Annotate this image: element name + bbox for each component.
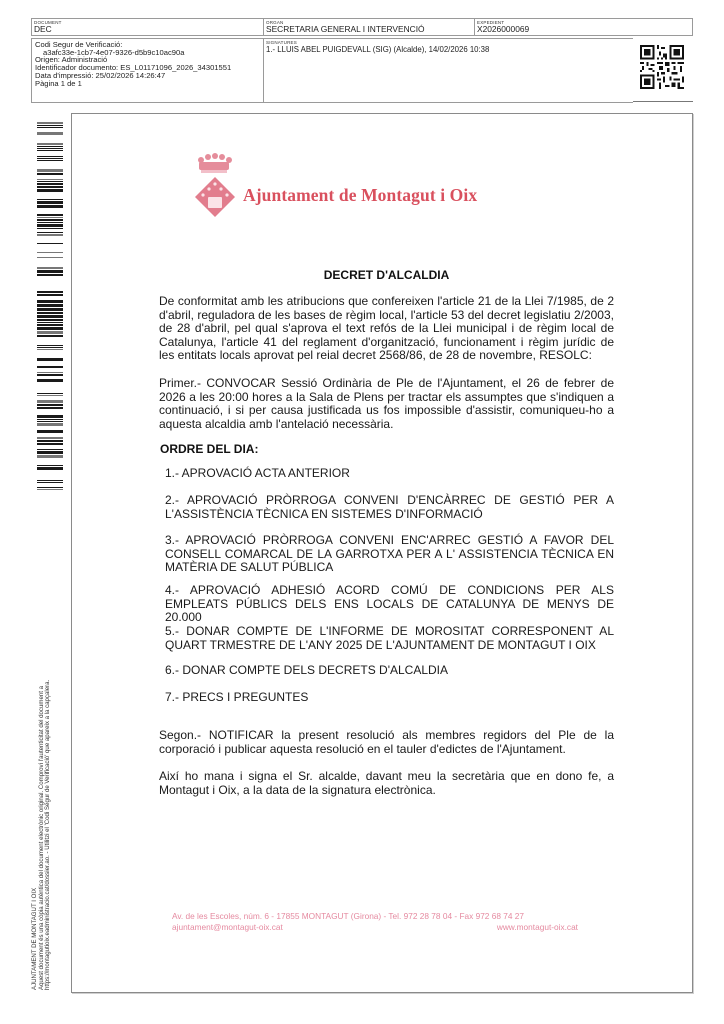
barcode-bar	[37, 189, 63, 192]
decree-closing: Així ho mana i signa el Sr. alcalde, davant meu la secretària que en dono fe, a Montagut i Oix, a la data de la signatura electrònica.	[159, 769, 614, 797]
barcode-bar	[37, 349, 63, 350]
barcode-bar	[37, 127, 63, 128]
barcode-bar	[37, 308, 63, 311]
barcode-bar	[37, 327, 63, 330]
side-note-line-2: Aquest document és una còpia autèntica del document electrònic original. Comprovi l'autenticitat del document a	[37, 686, 45, 990]
organization-name: Ajuntament de Montagut i Oix	[243, 185, 478, 205]
qr-code-icon	[640, 44, 684, 90]
page-number-text: Pàgina 1 de 1	[35, 78, 82, 88]
barcode-bar	[37, 455, 63, 458]
barcode-bar	[37, 415, 63, 418]
barcode-bar	[37, 294, 63, 296]
agenda-item-1: 1.- APROVACIÓ ACTA ANTERIOR	[165, 466, 350, 480]
barcode-bar	[37, 335, 63, 337]
agenda-item-6: 6.- DONAR COMPTE DELS DECRETS D'ALCALDIA	[165, 663, 449, 677]
barcode-bar	[37, 146, 63, 147]
organ-box	[263, 18, 475, 36]
agenda-heading: ORDRE DEL DIA:	[160, 442, 259, 456]
footer-website: www.montagut-oix.cat	[496, 922, 578, 932]
barcode-bar	[37, 379, 63, 382]
barcode-bar	[37, 347, 63, 348]
barcode-bar	[37, 132, 63, 135]
coat-of-arms-icon	[193, 150, 237, 220]
barcode-bar	[37, 437, 63, 439]
barcode-bar	[37, 404, 63, 406]
barcode-bar	[37, 443, 63, 445]
barcode-bar	[37, 214, 63, 216]
barcode-bar	[37, 449, 63, 450]
barcode-bar	[37, 372, 63, 373]
barcode-bar	[37, 374, 63, 376]
barcode-bar	[37, 480, 63, 481]
barcode-bar	[37, 430, 63, 433]
expedient-label: EXPEDIENT	[477, 20, 505, 25]
barcode-bar	[37, 291, 63, 293]
barcode-bar	[37, 156, 63, 157]
decree-first-resolution: Primer.- CONVOCAR Sessió Ordinària de Ple de l'Ajuntament, el 26 de febrer de 2026 a les 20:00 hores a la Sala de Plens per tractar els assumptes que s'indiquen a continuació, i si per causa justificada us fos impossible d'assistir, comuniqueu-ho a aquesta alcaldia amb l'antelació necessària.	[159, 376, 614, 431]
barcode-bar	[37, 160, 63, 161]
barcode-bar	[37, 219, 63, 221]
barcode-bar	[37, 322, 63, 323]
agenda-item-2: 2.- APROVACIÓ PRÒRROGA CONVENI D'ENCÀRREC DE GESTIÓ PER A L'ASSISTÈNCIA TÈCNICA EN SISTEMES D'INFORMACIÓ	[165, 493, 614, 521]
barcode-bar	[37, 252, 63, 253]
footer-address: Av. de les Escoles, núm. 6 - 17855 MONTAGUT (Girona) - Tel. 972 28 78 04 - Fax 972 68 74 27	[172, 911, 525, 921]
barcode-bar	[37, 267, 63, 269]
signatures-box	[263, 38, 633, 103]
expedient-value: X2026000069	[477, 24, 530, 34]
agenda-item-7: 7.- PRECS I PREGUNTES	[165, 690, 309, 704]
barcode-bar	[37, 395, 63, 396]
barcode-bar	[37, 222, 63, 223]
csv-value: a3afc33e-1cb7-4e07-9326-d5b9c10ac90a	[43, 47, 185, 57]
document-type-label: DOCUMENT	[34, 20, 62, 25]
barcode-bar	[37, 125, 63, 126]
barcode-bar	[37, 451, 63, 454]
barcode-bar	[37, 150, 63, 151]
barcode-bar	[37, 205, 63, 208]
barcode-bar	[37, 181, 63, 182]
decree-second-resolution: Segon.- NOTIFICAR la present resolució als membres regidors del Ple de la corporació i publicar aquesta resolució en el tauler d'edictes de l'Ajuntament.	[159, 728, 614, 756]
organ-label: ORGAN	[266, 20, 284, 25]
barcode-bar	[37, 324, 63, 326]
identifier-text: Identificador documento: ES_L01171096_2026_34301551	[35, 63, 232, 73]
barcode-bar	[37, 122, 63, 124]
barcode-bar	[37, 421, 63, 422]
barcode-bar	[37, 228, 63, 229]
verification-box	[31, 38, 264, 103]
barcode-bar	[37, 440, 63, 442]
decree-title: DECRET D'ALCALDIA	[323, 268, 450, 282]
barcode-bar	[37, 300, 63, 303]
authenticity-note	[32, 680, 52, 990]
footer-email: ajuntament@montagut-oix.cat	[172, 922, 283, 932]
barcode-bar	[37, 270, 63, 273]
signature-entry: 1.- LLUIS ABEL PUIGDEVALL (SIG) (Alcalde), 14/02/2026 10:38	[266, 45, 490, 54]
barcode-bar	[37, 482, 63, 483]
barcode-bar	[37, 201, 63, 204]
agenda-item-5: 5.- DONAR COMPTE DE L'INFORME DE MOROSITAT CORRESPONENT AL QUART TRMESTRE DE L'ANY 2025 DE L'AJUNTAMENT DE MONTAGUT I OIX	[165, 624, 614, 652]
barcode-bar	[37, 331, 63, 334]
barcode-bar	[37, 312, 63, 314]
side-note-line-3: https://montagutioix.eadministracio.cat/dossier.ao. - Utilitzi el 'Codi Segur de Verificació' que apareix a la capçalera.	[44, 679, 52, 990]
barcode-bar	[37, 257, 63, 258]
signatures-label: SIGNATURES	[266, 40, 297, 45]
barcode-bar	[37, 465, 63, 466]
print-date-text: Data d'impressió: 25/02/2026 14:26:47	[35, 70, 166, 80]
barcode-bar	[37, 423, 63, 426]
barcode-bar	[37, 315, 63, 318]
organ-value: SECRETARIA GENERAL I INTERVENCIÓ	[266, 24, 425, 34]
barcode-bar	[37, 224, 63, 227]
origin-text: Origen: Administració	[35, 55, 108, 65]
barcode-bar	[37, 232, 63, 233]
barcode-bar	[37, 179, 63, 180]
barcode-bar	[37, 234, 63, 236]
barcode-bar	[37, 407, 63, 409]
agenda-item-3: 3.- APROVACIÓ PRÒRROGA CONVENI ENC'ARREC GESTIÓ A FAVOR DEL CONSELL COMARCAL DE LA GARROTXA PER A L' ASSISTENCIA TÈCNICA EN MATÈRIA DE SALUT PÚBLICA	[165, 533, 614, 575]
barcode-bar	[37, 393, 63, 394]
barcode-bar	[37, 319, 63, 321]
barcode-bar	[37, 243, 63, 244]
barcode-bar	[37, 358, 63, 361]
side-note-line-1: AJUNTAMENT DE MONTAGUT I OIX	[31, 887, 38, 990]
barcode-bar	[37, 217, 63, 218]
csv-label: Codi Segur de Verificació:	[35, 40, 123, 49]
barcode-bar	[37, 274, 63, 276]
barcode-bar	[37, 400, 63, 403]
barcode-bar	[37, 487, 63, 488]
barcode-bar	[37, 489, 63, 490]
barcode-bar	[37, 467, 63, 470]
barcode-icon	[37, 122, 63, 490]
barcode-bar	[37, 143, 63, 145]
barcode-bar	[37, 199, 63, 200]
barcode-bar	[37, 345, 63, 346]
barcode-bar	[37, 158, 63, 159]
barcode-bar	[37, 169, 63, 172]
barcode-bar	[37, 366, 63, 368]
agenda-item-4: 4.- APROVACIÓ ADHESIÓ ACORD COMÚ DE CONDICIONS PER ALS EMPLEATS PÚBLICS DELS ENS LOCALS DE CATALUNYA DE MENYS DE 20.000	[165, 583, 614, 625]
barcode-bar	[37, 173, 63, 175]
barcode-bar	[37, 183, 63, 185]
decree-preamble: De conformitat amb les atribucions que confereixen l'article 21 de la Llei 7/1985, de 2 d'abril, reguladora de les bases de règim local, l'article 53 del decret legislatiu 2/2003, de 28 d'abril, pel qual s'aprova el text refós de la Llei municipal i de règim local de Catalunya, l'article 41 del reglament d'organització, funcionament i règim jurídic de les entitats locals aprovat pel reial decret 2568/86, de 28 de novembre, RESOLC:	[159, 294, 614, 363]
barcode-bar	[37, 419, 63, 420]
barcode-bar	[37, 304, 63, 307]
barcode-bar	[37, 148, 63, 149]
document-type-value: DEC	[34, 24, 52, 34]
document-type-box	[31, 18, 264, 36]
barcode-bar	[37, 186, 63, 188]
expedient-box	[474, 18, 693, 36]
qr-bottom-line	[633, 101, 693, 102]
